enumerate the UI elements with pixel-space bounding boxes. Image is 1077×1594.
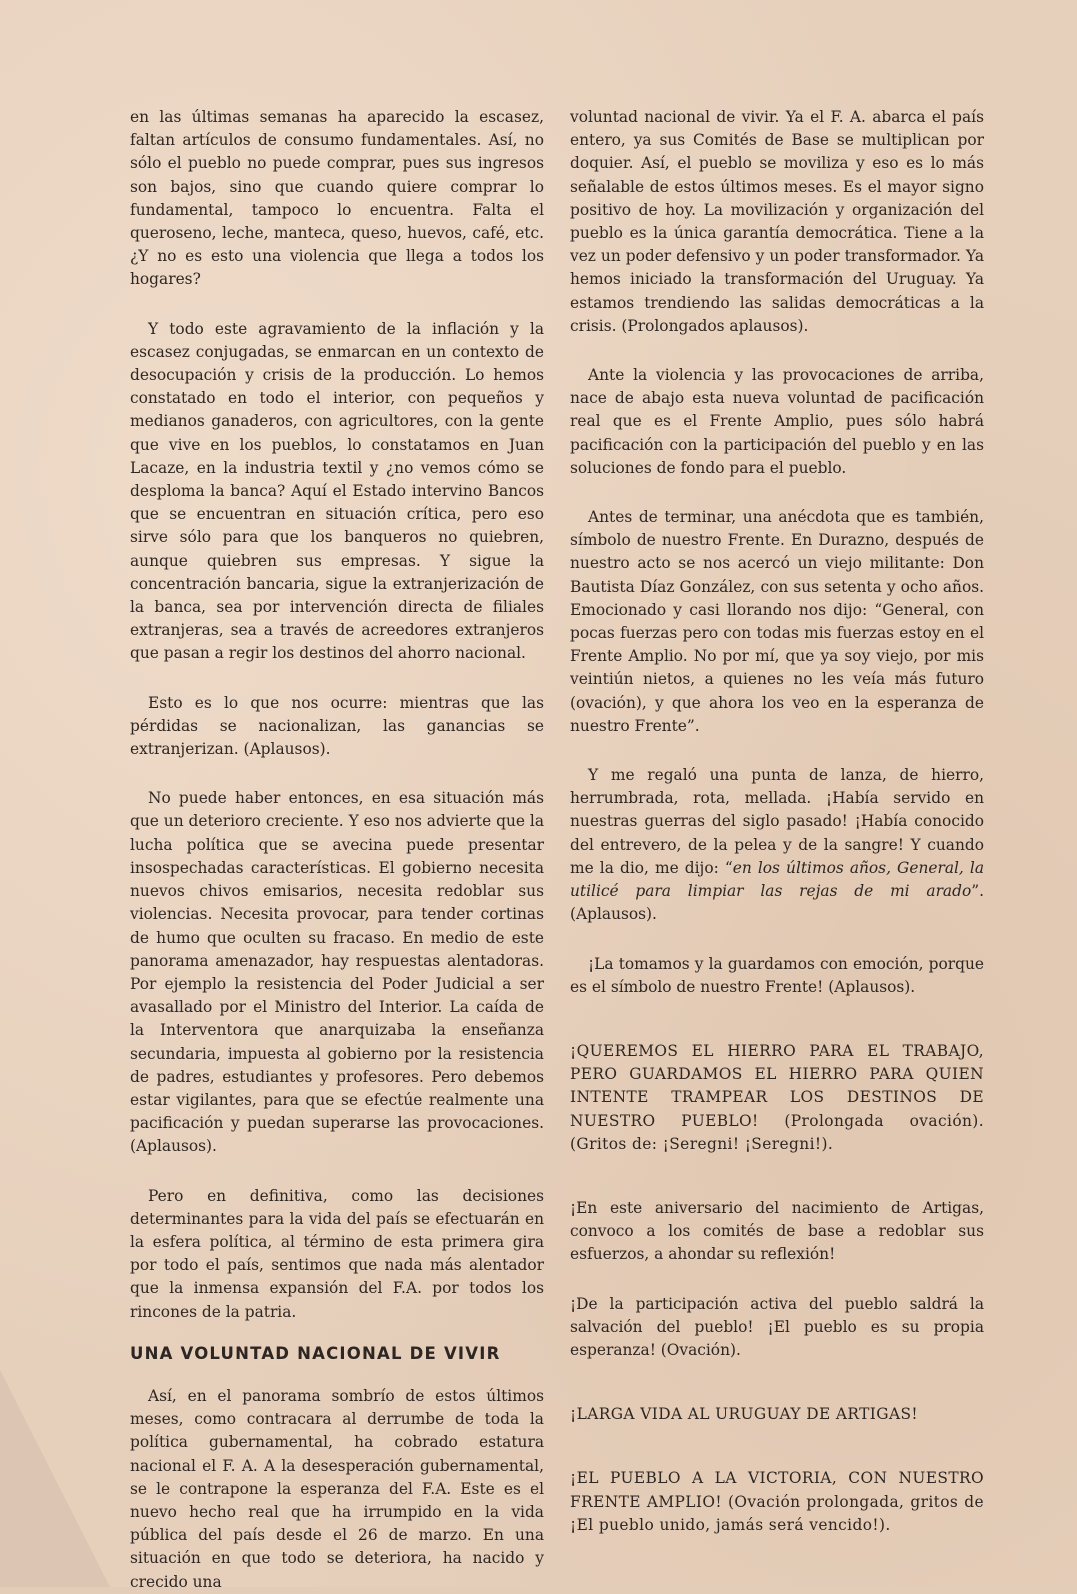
- paragraph: [570, 764, 984, 926]
- paragraph: Y todo este agravamiento de la inflación y la escasez conjugadas, se enmarcan en un contexto de desocupación y crisis de la producción. Lo hemos constatado en todo el interior, con pequeños y medianos ganaderos, con agricultores, con la gente que vive en los pueblos, lo constatamos en Juan Lacaze, en la industria textil y ¿no vemos cómo se desploma la banca? Aquí el Estado intervino Bancos que se encuentran en situación crítica, pero eso sirve sólo para que los banqueros no quiebren, aunque quiebren sus empresas. Y sigue la concentración bancaria, sigue la extranjerización de la banca, sea por intervención directa de filiales extranjeras, sea a través de acreedores extranjeros que pasan a regir los destinos del ahorro nacional.: [130, 319, 544, 663]
- paragraph: Esto es lo que nos ocurre: mientras que las pérdidas se nacionalizan, las ganancias se extranjerizan. (Aplausos).: [130, 693, 544, 759]
- left-column: [130, 106, 544, 1594]
- paragraph: en las últimas semanas ha aparecido la escasez, faltan artículos de consumo fundamentales. Así, no sólo el pueblo no puede comprar, pues sus ingresos son bajos, sino que cuando quiere comprar lo fundamental, tampoco lo encuentra. Falta el queroseno, leche, manteca, queso, huevos, café, etc. ¿Y no es esto una violencia que llega a todos los hogares?: [130, 108, 544, 289]
- paragraph: ¡LARGA VIDA AL URUGUAY DE ARTIGAS!: [570, 1405, 919, 1424]
- paragraph: ¡La tomamos y la guardamos con emoción, porque es el símbolo de nuestro Frente! (Aplausos).: [570, 954, 984, 996]
- paragraph: ¡De la participación activa del pueblo saldrá la salvación del pueblo! ¡El pueblo es su propia esperanza! (Ovación).: [570, 1294, 984, 1359]
- torn-corner: [0, 1370, 110, 1587]
- paragraph: Así, en el panorama sombrío de estos últimos meses, como contracara al derrumbe de toda la política gubernamental, ha cobrado estatura nacional el F. A. A la desesperación gubernamental, se le contrapone la esperanza del F.A. Este es el nuevo hecho real que ha irrumpido en la vida pública del país desde el 26 de marzo. En una situación en que todo se deteriora, ha nacido y crecido una: [130, 1386, 544, 1591]
- paragraph-text: ”. (Aplausos).: [570, 882, 984, 924]
- paragraph-text: Y me regaló una punta de lanza, de hierro, herrumbrada, rota, mellada. ¡Había servido en nuestras guerras del siglo pasado! ¡Había conocido del entrevero, de la pelea y de la sangre! Y cuando me la dio, me dijo: “: [570, 766, 984, 877]
- paragraph: Ante la violencia y las provocaciones de arriba, nace de abajo esta nueva voluntad de pacificación real que es el Frente Amplio, pues sólo habrá pacificación con la participación del pueblo y en las soluciones de fondo para el pueblo.: [570, 366, 984, 477]
- section-heading: UNA VOLUNTAD NACIONAL DE VIVIR: [130, 1343, 501, 1363]
- paragraph: ¡QUEREMOS EL HIERRO PARA EL TRABAJO, PERO GUARDAMOS EL HIERRO PARA QUIEN INTENTE TRAMPEAR LOS DESTINOS DE NUESTRO PUEBLO! (Prolongada ovación). (Gritos de: ¡Seregni! ¡Seregni!).: [570, 1041, 984, 1153]
- paragraph: No puede haber entonces, en esa situación más que un deterioro creciente. Y eso nos advierte que la lucha política que se avecina puede presentar insospechadas características. El gobierno necesita nuevos chivos emisarios, necesita redoblar sus violencias. Necesita provocar, para tender cortinas de humo que oculten su fracaso. En medio de este panorama amenazador, hay respuestas alentadoras. Por ejemplo la resistencia del Poder Judicial a ser avasallado por el Ministro del Interior. La caída de la Interventora que anarquizaba la enseñanza secundaria, impuesta al gobierno por la resistencia de padres, estudiantes y profesores. Pero debemos estar vigilantes, para que se efectúe realmente una pacificación y puedan superarse las provocaciones. (Aplausos).: [130, 789, 544, 1156]
- quote-text: en los últimos años, General, la utilicé para limpiar las rejas de mi arado: [570, 858, 985, 901]
- right-column: [570, 106, 984, 1537]
- paragraph: Antes de terminar, una anécdota que es también, símbolo de nuestro Frente. En Durazno, después de nuestro acto se nos acercó un viejo militante: Don Bautista Díaz González, con sus setenta y ocho años. Emocionado y casi llorando nos dijo: “General, con pocas fuerzas pero con todas mis fuerzas estoy en el Frente Amplio. No por mí, que ya soy viejo, por mis veintiún nietos, a quienes no les veía más futuro (ovación), y que ahora los veo en la esperanza de nuestro Frente”.: [570, 508, 984, 735]
- paragraph: voluntad nacional de vivir. Ya el F. A. abarca el país entero, ya sus Comités de Base se multiplican por doquier. Así, el pueblo se moviliza y eso es lo más señalable de estos últimos meses. Es el mayor signo positivo de hoy. La movilización y organización del pueblo es la única garantía democrática. Tiene a la vez un poder defensivo y un poder transformador. Ya hemos iniciado la transformación del Uruguay. Ya estamos trendiendo las salidas democráticas a la crisis. (Prolongados aplausos).: [570, 108, 984, 335]
- paragraph: ¡EL PUEBLO A LA VICTORIA, CON NUESTRO FRENTE AMPLIO! (Ovación prolongada, gritos de ¡El pueblo unido, jamás será vencido!).: [570, 1469, 984, 1534]
- paragraph: ¡En este aniversario del nacimiento de Artigas, convoco a los comités de base a redoblar sus esfuerzos, a ahondar su reflexión!: [570, 1198, 984, 1264]
- paragraph: Pero en definitiva, como las decisiones determinantes para la vida del país se efectuarán en la esfera política, al término de esta primera gira por todo el país, sentimos que nada más alentador que la inmensa expansión del F.A. por todos los rincones de la patria.: [130, 1186, 544, 1321]
